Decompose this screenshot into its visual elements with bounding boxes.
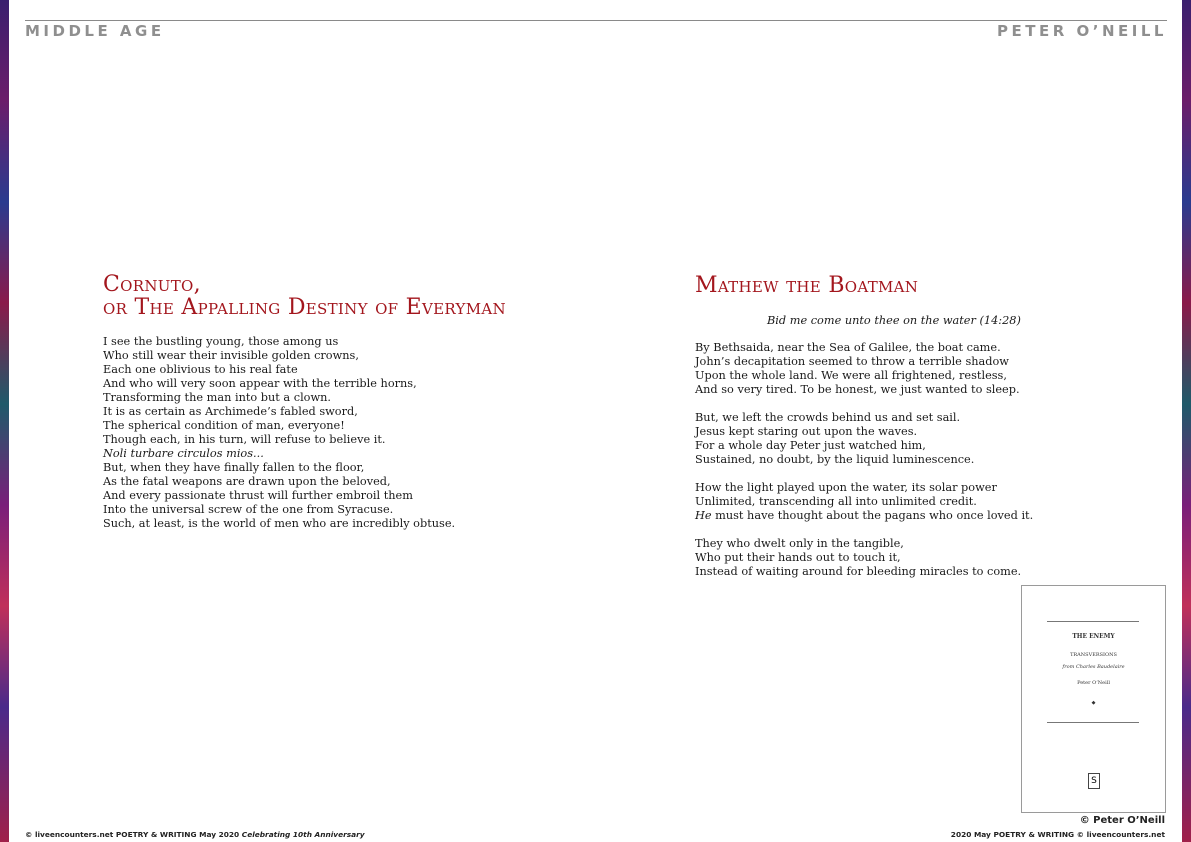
- poem-line: Such, at least, is the world of men who are incredibly obtuse.: [103, 517, 456, 530]
- poem-line: The spherical condition of man, everyone!: [103, 419, 345, 432]
- footer-left-anniversary: Celebrating 10th Anniversary: [241, 830, 365, 839]
- poem-line: How the light played upon the water, its solar power: [695, 481, 997, 494]
- footer-left: [25, 830, 365, 839]
- copyright-credit: © Peter O’Neill: [1079, 815, 1165, 826]
- stanza-break: [695, 467, 1033, 481]
- cover-ornament: ◆: [1091, 700, 1096, 706]
- cover-author: Peter O’Neill: [1077, 680, 1110, 686]
- poem-line: Instead of waiting around for bleeding miracles to come.: [695, 565, 1022, 578]
- italic-word: He: [695, 509, 712, 522]
- poem-line: Who still wear their invisible golden crowns,: [103, 349, 359, 362]
- poem-line: Transforming the man into but a clown.: [103, 391, 332, 404]
- cover-subtitle: TRANSVERSIONS: [1070, 652, 1117, 658]
- poem-line: Each one oblivious to his real fate: [103, 363, 298, 376]
- epigraph: Bid me come unto thee on the water (14:28): [767, 314, 1021, 327]
- poem-line: As the fatal weapons are drawn upon the beloved,: [103, 475, 391, 488]
- poem-line: John’s decapitation seemed to throw a terrible shadow: [695, 355, 1009, 368]
- poem-line: Who put their hands out to touch it,: [695, 551, 901, 564]
- poem-line-latin: Noli turbare circulos mios...: [103, 447, 264, 460]
- left-poem-title-line-2: or The Appalling Destiny of Everyman: [103, 295, 506, 320]
- right-poem-title: [695, 274, 918, 297]
- section-header: MIDDLE AGE: [25, 22, 165, 40]
- poem-line: Though each, in his turn, will refuse to believe it.: [103, 433, 386, 446]
- left-poem-title: [103, 273, 506, 319]
- poem-line: But, we left the crowds behind us and set sail.: [695, 411, 961, 424]
- cover-title: THE ENEMY: [1072, 633, 1115, 640]
- poem-line: It is as certain as Archimede’s fabled sword,: [103, 405, 358, 418]
- poem-line: [695, 509, 1033, 523]
- poem-line: And every passionate thrust will further embroil them: [103, 489, 413, 502]
- stanza-break: [695, 523, 1033, 537]
- poem-line: And so very tired. To be honest, we just wanted to sleep.: [695, 383, 1020, 396]
- poem-line: Sustained, no doubt, by the liquid luminescence.: [695, 453, 975, 466]
- cover-bottom-rule: [1047, 722, 1139, 723]
- right-page-edge: [1182, 0, 1191, 842]
- poem-line: And who will very soon appear with the terrible horns,: [103, 377, 417, 390]
- author-header: PETER O’NEILL: [997, 22, 1167, 40]
- footer-right: 2020 May POETRY & WRITING © liveencounters.net: [950, 830, 1165, 839]
- poem-line: Jesus kept staring out upon the waves.: [695, 425, 918, 438]
- left-poem-title-line-1: Cornuto,: [103, 272, 201, 297]
- poem-line: Unlimited, transcending all into unlimited credit.: [695, 495, 977, 508]
- stanza-break: [695, 397, 1033, 411]
- poem-line: For a whole day Peter just watched him,: [695, 439, 926, 452]
- line-rest: must have thought about the pagans who once loved it.: [711, 509, 1034, 522]
- poem-line: They who dwelt only in the tangible,: [695, 537, 904, 550]
- book-cover-image: [1021, 585, 1166, 813]
- publisher-logo: S: [1088, 773, 1100, 789]
- poem-line: Upon the whole land. We were all frightened, restless,: [695, 369, 1007, 382]
- cover-from: from Charles Baudelaire: [1062, 664, 1125, 670]
- right-poem-title-line: Mathew the Boatman: [695, 273, 919, 298]
- left-page-edge: [0, 0, 9, 842]
- poem-line: By Bethsaida, near the Sea of Galilee, the boat came.: [695, 341, 1001, 354]
- footer-left-text: © liveencounters.net POETRY & WRITING May 2020: [25, 830, 242, 839]
- poem-line: Into the universal screw of the one from Syracuse.: [103, 503, 394, 516]
- poem-line: I see the bustling young, those among us: [103, 335, 339, 348]
- poem-line: But, when they have finally fallen to the floor,: [103, 461, 365, 474]
- cover-top-rule: [1047, 621, 1139, 622]
- left-poem-body: [103, 335, 455, 531]
- right-poem-body: [695, 341, 1033, 579]
- header-rule: [25, 20, 1167, 21]
